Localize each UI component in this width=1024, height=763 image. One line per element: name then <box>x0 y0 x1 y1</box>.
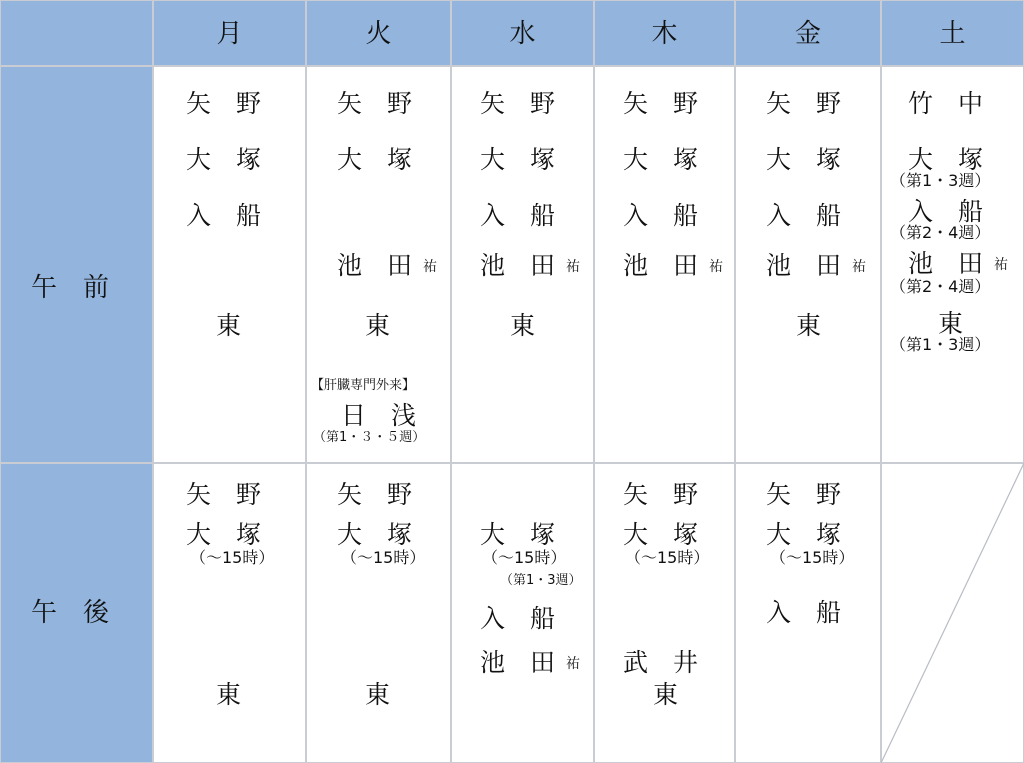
doctor-suffix: 祐 <box>709 259 723 275</box>
doctor-name: 入 船 <box>766 201 842 230</box>
time-note: （～15時） <box>625 548 710 567</box>
doctor-name: 大 塚 <box>186 520 262 549</box>
doctor-suffix: 祐 <box>994 257 1008 273</box>
cell-pm-fri <box>735 463 881 763</box>
doctor-name: 大 塚 <box>186 145 262 174</box>
header-tue <box>306 0 451 66</box>
doctor-suffix: 祐 <box>566 259 580 275</box>
cell-am-fri <box>735 66 881 463</box>
doctor-name: 池 田 <box>480 648 556 677</box>
week-note: （第1・3週） <box>890 171 991 190</box>
doctor-name: 池 田 <box>766 251 842 280</box>
time-note: （～15時） <box>190 548 275 567</box>
doctor-name: 大 塚 <box>623 520 699 549</box>
cell-am-tue <box>306 66 451 463</box>
doctor-name: 大 塚 <box>480 145 556 174</box>
cell-pm-wed <box>451 463 594 763</box>
doctor-name: 入 船 <box>766 598 842 627</box>
doctor-name: 東 <box>216 680 242 709</box>
doctor-name: 入 船 <box>480 201 556 230</box>
doctor-name: 大 塚 <box>480 520 556 549</box>
doctor-name: 東 <box>216 311 242 340</box>
doctor-name: 矢 野 <box>623 480 699 509</box>
clinic-note: 【肝臓専門外来】 <box>311 378 416 393</box>
header-sat <box>881 0 1024 66</box>
doctor-name: 矢 野 <box>186 480 262 509</box>
time-note: （～15時） <box>770 548 855 567</box>
doctor-name: 日 浅 <box>341 401 417 430</box>
doctor-name: 大 塚 <box>337 520 413 549</box>
cell-pm-tue <box>306 463 451 763</box>
pm-label: 午 後 <box>31 598 110 628</box>
doctor-name: 東 <box>510 311 536 340</box>
doctor-name: 矢 野 <box>480 89 556 118</box>
doctor-suffix: 祐 <box>852 259 866 275</box>
doctor-name: 矢 野 <box>766 480 842 509</box>
am-label: 午 前 <box>31 273 110 303</box>
doctor-name: 矢 野 <box>337 89 413 118</box>
doctor-name: 大 塚 <box>337 145 413 174</box>
doctor-name: 入 船 <box>480 604 556 633</box>
doctor-name: 池 田 <box>480 251 556 280</box>
doctor-name: 東 <box>365 680 391 709</box>
day-label: 木 <box>651 19 678 49</box>
doctor-name: 大 塚 <box>908 145 984 174</box>
cell-pm-thu <box>594 463 735 763</box>
closed-slash <box>881 463 1024 763</box>
doctor-name: 竹 中 <box>908 89 984 118</box>
doctor-name: 東 <box>938 309 964 338</box>
time-note: （～15時） <box>482 548 567 567</box>
header-thu <box>594 0 735 66</box>
doctor-name: 東 <box>653 680 679 709</box>
week-note: （第1・3週） <box>500 573 582 588</box>
week-note: （第2・4週） <box>890 277 991 296</box>
header-wed <box>451 0 594 66</box>
day-label: 土 <box>939 19 966 49</box>
doctor-name: 池 田 <box>908 249 984 278</box>
doctor-name: 入 船 <box>908 197 984 226</box>
header-fri <box>735 0 881 66</box>
doctor-name: 入 船 <box>623 201 699 230</box>
week-note: （第1・3週） <box>890 335 991 354</box>
doctor-name: 池 田 <box>337 251 413 280</box>
cell-am-wed <box>451 66 594 463</box>
cell-pm-mon <box>153 463 306 763</box>
doctor-name: 矢 野 <box>623 89 699 118</box>
cell-pm-sat-closed <box>881 463 1024 763</box>
row-label-pm <box>0 463 153 763</box>
cell-am-mon <box>153 66 306 463</box>
day-label: 金 <box>794 19 821 49</box>
doctor-name: 東 <box>796 311 822 340</box>
week-note: （第2・4週） <box>890 223 991 242</box>
row-label-am <box>0 66 153 463</box>
cell-am-thu <box>594 66 735 463</box>
doctor-name: 大 塚 <box>766 520 842 549</box>
doctor-name: 大 塚 <box>766 145 842 174</box>
doctor-name: 入 船 <box>186 201 262 230</box>
doctor-suffix: 祐 <box>566 656 580 672</box>
header-corner <box>0 0 153 66</box>
header-mon <box>153 0 306 66</box>
day-label: 月 <box>216 19 243 49</box>
day-label: 水 <box>509 19 536 49</box>
time-note: （～15時） <box>341 548 426 567</box>
doctor-name: 矢 野 <box>337 480 413 509</box>
doctor-name: 池 田 <box>623 251 699 280</box>
doctor-suffix: 祐 <box>423 259 437 275</box>
cell-am-sat <box>881 66 1024 463</box>
day-label: 火 <box>365 19 392 49</box>
doctor-name: 武 井 <box>623 648 699 677</box>
week-note: （第1・３・５週） <box>313 430 426 445</box>
doctor-name: 大 塚 <box>623 145 699 174</box>
doctor-name: 矢 野 <box>186 89 262 118</box>
doctor-name: 矢 野 <box>766 89 842 118</box>
doctor-name: 東 <box>365 311 391 340</box>
